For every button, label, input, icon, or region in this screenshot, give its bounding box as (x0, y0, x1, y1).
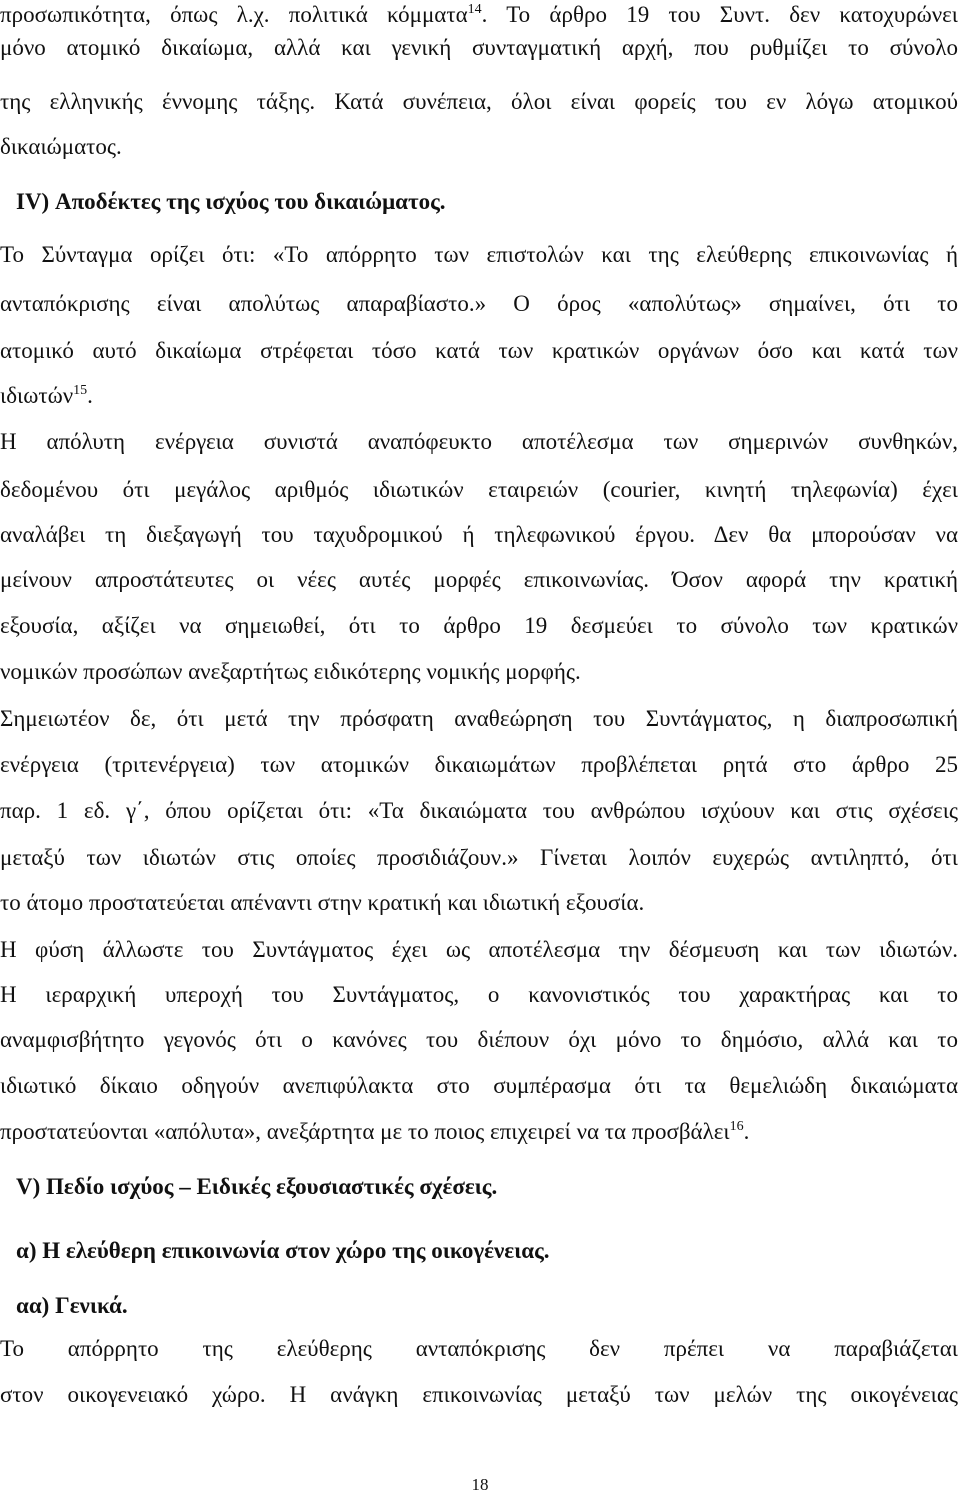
footnote-ref-15: 15 (73, 383, 88, 398)
text-line: το άτομο προστατεύεται απέναντι στην κρατική και ιδιωτική εξουσία. (0, 890, 645, 915)
text-line: Το απόρρητο της ελεύθερης ανταπόκρισης δεν πρέπει να παραβιάζεται (0, 1336, 958, 1361)
subsection-heading-aa: αα) Γενικά. (16, 1293, 128, 1318)
text-line: ενέργεια (τριτενέργεια) των ατομικών δικαιωμάτων προβλέπεται ρητά στο άρθρο 25 (0, 752, 958, 777)
footnote-ref-14: 14 (467, 2, 482, 17)
text-line: δικαιώματος. (0, 134, 122, 159)
text-line: μεταξύ των ιδιωτών στις οποίες προσιδιάζουν.» Γίνεται λοιπόν ευχερώς αντιληπτό, ότι (0, 845, 958, 870)
text-line: δεδομένου ότι μεγάλος αριθμός ιδιωτικών εταιρειών (courier, κινητή τηλεφωνία) έχει (0, 477, 958, 502)
footnote-ref-16: 16 (729, 1119, 744, 1134)
text-line: νομικών προσώπων ανεξαρτήτως ειδικότερης νομικής μορφής. (0, 659, 581, 684)
text-line: παρ. 1 εδ. γ΄, όπου ορίζεται ότι: «Τα δικαιώματα του ανθρώπου ισχύουν και στις σχέσεις (0, 798, 958, 823)
text-line: της ελληνικής έννομης τάξης. Κατά συνέπεια, όλοι είναι φορείς του εν λόγω ατομικού (0, 89, 958, 114)
text-line: μείνουν απροστάτευτες οι νέες αυτές μορφές επικοινωνίας. Όσον αφορά την κρατική (0, 567, 958, 592)
text-line: Η απόλυτη ενέργεια συνιστά αναπόφευκτο αποτέλεσμα των σημερινών συνθηκών, (0, 429, 958, 454)
text-line: στον οικογενειακό χώρο. Η ανάγκη επικοινωνίας μεταξύ των μελών της οικογένειας (0, 1382, 958, 1407)
text-line: ατομικό αυτό δικαίωμα στρέφεται τόσο κατά των κρατικών οργάνων όσο και κατά των (0, 338, 958, 363)
text-line: μόνο ατομικό δικαίωμα, αλλά και γενική συνταγματική αρχή, που ρυθμίζει το σύνολο (0, 35, 958, 60)
text-line: αναλάβει τη διεξαγωγή του ταχυδρομικού ή τηλεφωνικού έργου. Δεν θα μπορούσαν να (0, 522, 958, 547)
text-line: εξουσία, αξίζει να σημειωθεί, ότι το άρθρο 19 δεσμεύει το σύνολο των κρατικών (0, 613, 958, 638)
text-line: ιδιωτικό δίκαιο οδηγούν ανεπιφύλακτα στο συμπέρασμα ότι τα θεμελιώδη δικαιώματα (0, 1073, 958, 1098)
text-line: Το Σύνταγμα ορίζει ότι: «Το απόρρητο των επιστολών και της ελεύθερης επικοινωνίας ή (0, 242, 958, 267)
text-line: προσωπικότητα, όπως λ.χ. πολιτικά κόμματα$^{14}$. Το άρθρο 19 του Συντ. δεν κατοχυρώνει (0, 2, 958, 27)
text-line: Σημειωτέον δε, ότι μετά την πρόσφατη αναθεώρηση του Συντάγματος, η διαπροσωπική (0, 706, 958, 731)
text-line: Η φύση άλλωστε του Συντάγματος έχει ως αποτέλεσμα την δέσμευση και των ιδιωτών. (0, 937, 958, 962)
section-heading-iv: IV) Αποδέκτες της ισχύος του δικαιώματος. (16, 189, 446, 214)
text-line: Η ιεραρχική υπεροχή του Συντάγματος, ο κανονιστικός του χαρακτήρας και το (0, 982, 958, 1007)
subsection-heading-a: α) Η ελεύθερη επικοινωνία στον χώρο της οικογένειας. (16, 1238, 550, 1263)
text-line: προστατεύονται «απόλυτα», ανεξάρτητα με το ποιος επιχειρεί να τα προσβάλει$^{16}$. (0, 1119, 750, 1144)
text-line: ιδιωτών$^{15}$. (0, 383, 93, 408)
text-line: ανταπόκρισης είναι απολύτως απαραβίαστο.» Ο όρος «απολύτως» σημαίνει, ότι το (0, 291, 958, 316)
section-heading-v: V) Πεδίο ισχύος – Ειδικές εξουσιαστικές σχέσεις. (16, 1174, 498, 1199)
page-number: 18 (471, 1475, 489, 1494)
text-line: αναμφισβήτητο γεγονός ότι ο κανόνες του διέπουν όχι μόνο το δημόσιο, αλλά και το (0, 1027, 958, 1052)
